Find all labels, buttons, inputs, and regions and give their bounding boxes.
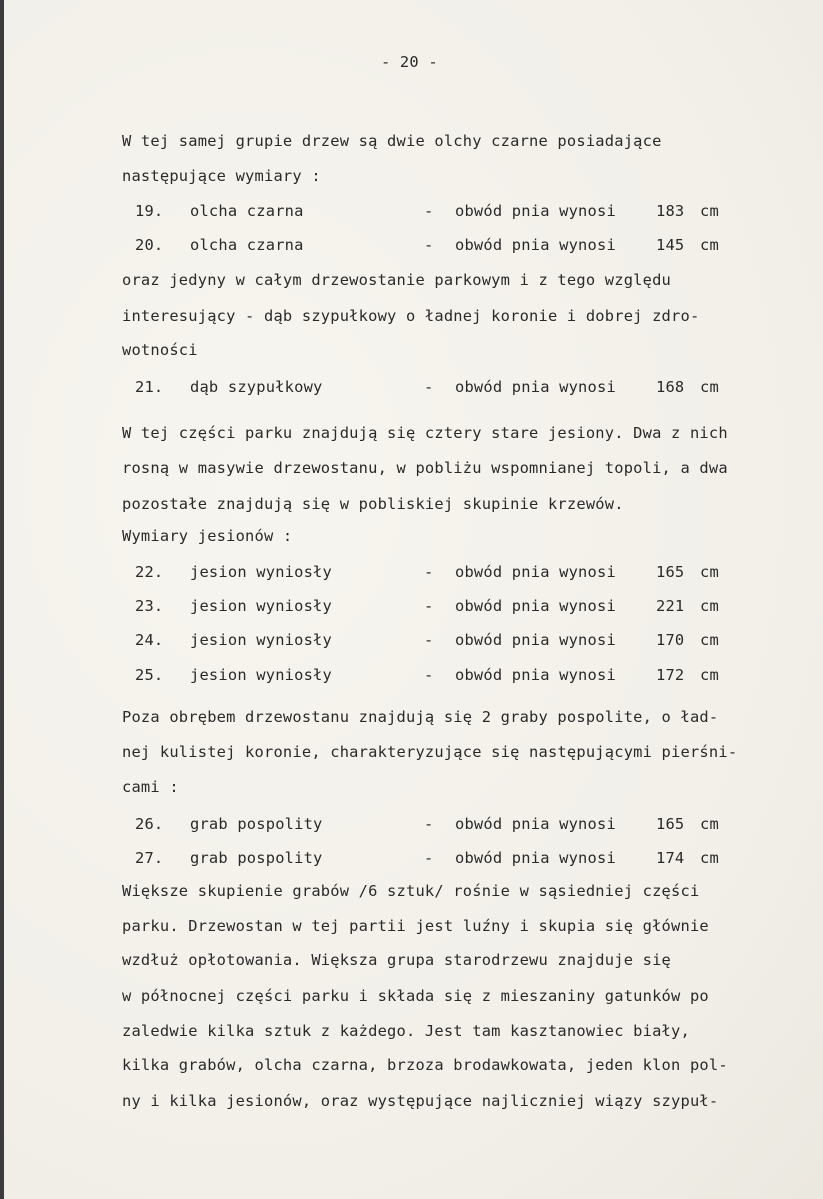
tree-entry <box>4 201 823 221</box>
tree-entry <box>4 235 823 255</box>
tree-entry <box>4 562 823 582</box>
paragraph-line: następujące wymiary : <box>122 167 321 185</box>
document-page <box>4 0 823 1199</box>
paragraph-line: interesujący - dąb szypułkowy o ładnej koronie i dobrej zdro- <box>122 307 700 325</box>
tree-entry <box>4 377 823 397</box>
paragraph-line: Poza obrębem drzewostanu znajdują się 2 graby pospolite, o ład- <box>122 708 719 726</box>
entry-value: 221 <box>656 597 685 615</box>
tree-entry <box>4 596 823 616</box>
paragraph-line: W tej części parku znajdują się cztery stare jesiony. Dwa z nich <box>122 424 728 442</box>
entry-species: dąb szypułkowy <box>190 378 323 396</box>
entry-species: jesion wyniosły <box>190 597 332 615</box>
entry-description: obwód pnia wynosi <box>455 631 616 649</box>
entry-unit: cm <box>700 815 719 833</box>
entry-description: obwód pnia wynosi <box>455 378 616 396</box>
paragraph-line: kilka grabów, olcha czarna, brzoza brodawkowata, jeden klon pol- <box>122 1056 728 1074</box>
entry-species: olcha czarna <box>190 236 304 254</box>
entry-unit: cm <box>700 666 719 684</box>
entry-species: grab pospolity <box>190 849 323 867</box>
entry-description: obwód pnia wynosi <box>455 815 616 833</box>
entry-number: 25. <box>135 666 164 684</box>
entry-number: 19. <box>135 202 164 220</box>
entry-description: obwód pnia wynosi <box>455 563 616 581</box>
entry-unit: cm <box>700 631 719 649</box>
entry-species: jesion wyniosły <box>190 666 332 684</box>
paragraph-line: W tej samej grupie drzew są dwie olchy czarne posiadające <box>122 132 662 150</box>
entry-description: obwód pnia wynosi <box>455 849 616 867</box>
entry-unit: cm <box>700 563 719 581</box>
entry-description: obwód pnia wynosi <box>455 666 616 684</box>
entry-dash: - <box>424 631 434 649</box>
entry-number: 20. <box>135 236 164 254</box>
entry-value: 174 <box>656 849 685 867</box>
entry-number: 23. <box>135 597 164 615</box>
paragraph-line: Większe skupienie grabów /6 sztuk/ rośnie w sąsiedniej części <box>122 882 700 900</box>
entry-unit: cm <box>700 202 719 220</box>
entry-number: 26. <box>135 815 164 833</box>
entry-species: olcha czarna <box>190 202 304 220</box>
entry-value: 183 <box>656 202 685 220</box>
paragraph-line: oraz jedyny w całym drzewostanie parkowym i z tego względu <box>122 271 672 289</box>
entry-dash: - <box>424 666 434 684</box>
paragraph-line: pozostałe znajdują się w pobliskiej skupinie krzewów. <box>122 495 624 513</box>
entry-species: jesion wyniosły <box>190 563 332 581</box>
entry-number: 22. <box>135 563 164 581</box>
paragraph-line: Wymiary jesionów : <box>122 527 293 545</box>
paragraph-line: parku. Drzewostan w tej partii jest luźny i skupia się głównie <box>122 917 709 935</box>
paragraph-line: cami : <box>122 778 179 796</box>
paragraph-line: ny i kilka jesionów, oraz występujące najliczniej wiązy szypuł- <box>122 1092 719 1110</box>
paragraph-line: wotności <box>122 341 198 359</box>
typed-text <box>4 0 823 1199</box>
tree-entry <box>4 630 823 650</box>
entry-value: 170 <box>656 631 685 649</box>
entry-value: 165 <box>656 563 685 581</box>
tree-entry <box>4 848 823 868</box>
entry-unit: cm <box>700 849 719 867</box>
entry-species: grab pospolity <box>190 815 323 833</box>
entry-unit: cm <box>700 378 719 396</box>
entry-dash: - <box>424 815 434 833</box>
entry-number: 24. <box>135 631 164 649</box>
entry-number: 27. <box>135 849 164 867</box>
entry-unit: cm <box>700 236 719 254</box>
paragraph-line: w północnej części parku i składa się z mieszaniny gatunków po <box>122 987 709 1005</box>
entry-description: obwód pnia wynosi <box>455 597 616 615</box>
entry-dash: - <box>424 378 434 396</box>
page-number: - 20 - <box>381 53 438 71</box>
paragraph-line: wzdłuż opłotowania. Większa grupa starodrzewu znajduje się <box>122 951 672 969</box>
entry-species: jesion wyniosły <box>190 631 332 649</box>
entry-dash: - <box>424 202 434 220</box>
entry-dash: - <box>424 563 434 581</box>
tree-entry <box>4 814 823 834</box>
entry-value: 168 <box>656 378 685 396</box>
entry-value: 165 <box>656 815 685 833</box>
paragraph-line: rosną w masywie drzewostanu, w pobliżu wspomnianej topoli, a dwa <box>122 459 728 477</box>
entry-dash: - <box>424 597 434 615</box>
entry-value: 172 <box>656 666 685 684</box>
entry-description: obwód pnia wynosi <box>455 236 616 254</box>
entry-unit: cm <box>700 597 719 615</box>
paragraph-line: zaledwie kilka sztuk z każdego. Jest tam kasztanowiec biały, <box>122 1022 690 1040</box>
paragraph-line: nej kulistej koronie, charakteryzujące się następującymi pierśni- <box>122 743 738 761</box>
entry-dash: - <box>424 236 434 254</box>
entry-dash: - <box>424 849 434 867</box>
entry-value: 145 <box>656 236 685 254</box>
entry-description: obwód pnia wynosi <box>455 202 616 220</box>
tree-entry <box>4 665 823 685</box>
entry-number: 21. <box>135 378 164 396</box>
